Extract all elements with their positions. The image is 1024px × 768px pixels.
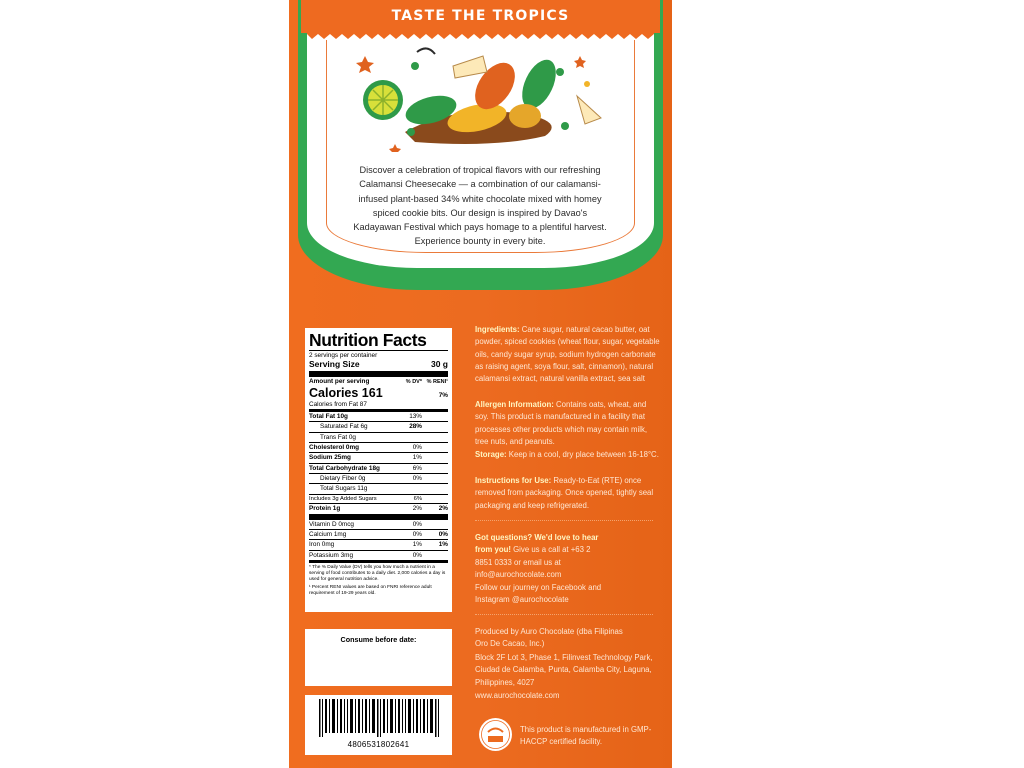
social-follow: Follow our journey on Facebook and Instagram @aurochocolate — [475, 583, 602, 605]
nutrient-dv: 0% — [412, 520, 422, 528]
nutrition-facts-panel — [305, 328, 452, 612]
nutrient-label: Total Fat 10g — [309, 412, 348, 420]
intro-paragraph: Discover a celebration of tropical flavors with our refreshing Calamansi Cheesecake — a combination of our calamansi-infused plant-based 34% white chocolate mixed with homey spiced cookie bits. Our design is inspired by Davao's Kadayawan Festival which pays homage to a plentiful harvest. Experience bounty in every bite. — [353, 165, 607, 247]
reni-header: % RENI¹ — [426, 379, 448, 386]
consume-before-label: Consume before date: — [340, 635, 417, 644]
nutrient-dv: 6% — [412, 464, 422, 472]
servings-per-container: 2 servings per container — [309, 352, 378, 359]
nutrient-reni: 2% — [438, 505, 448, 513]
calories-from-fat: Calories from Fat 87 — [309, 401, 367, 409]
ingredients-section — [475, 324, 661, 385]
nutrient-dv: 28% — [409, 423, 422, 431]
ingredients-heading: Ingredients: — [475, 325, 520, 334]
website-link[interactable]: www.aurochocolate.com — [475, 691, 560, 700]
instructions-heading: Instructions for Use: — [475, 476, 552, 485]
instructions-section — [475, 475, 661, 512]
tropical-fruits-illustration — [355, 44, 607, 152]
nutrient-dv: 0% — [412, 475, 422, 482]
page-title: TASTE THE TROPICS — [391, 8, 570, 24]
nutrient-label: Potassium 3mg — [309, 551, 354, 559]
nutrient-label: Saturated Fat 6g — [320, 423, 368, 431]
amount-per-serving-label: Amount per serving — [309, 378, 370, 386]
serving-size-label: Serving Size — [309, 359, 360, 370]
nutrient-dv: 1% — [412, 454, 422, 462]
producer-address: Block 2F Lot 3, Phase 1, Filinvest Technology Park, Ciudad de Calamba, Punta, Calamba City, Laguna, Philippines, 4027 — [475, 653, 653, 687]
barcode-icon — [319, 699, 439, 737]
storage-section — [475, 449, 661, 461]
nutrient-label: Cholesterol 0mg — [309, 443, 360, 451]
nutrition-title: Nutrition Facts — [309, 330, 427, 350]
nutrient-dv: 6% — [413, 495, 422, 502]
ingredients-text: Cane sugar, natural cacao butter, oat powder, spiced cookies (wheat flour, sugar, vegetable oils, candy sugar syrup, sodium hydrogen carbonate as raising agent, soya flour, salt, cinnamon), natural calamansi extract, natural vanilla extract, sea salt — [475, 325, 660, 384]
allergen-section — [475, 399, 661, 448]
nutrient-dv: 2% — [412, 505, 422, 513]
nutrient-label: Dietary Fiber 0g — [320, 475, 366, 482]
calories-label: Calories 161 — [309, 386, 383, 401]
nutrient-reni: 0% — [438, 531, 448, 539]
halal-logo-icon — [478, 717, 513, 752]
allergen-text: Contains oats, wheat, and soy. This product is manufactured in a facility that processes other products which may contain milk, tree nuts, and peanuts. — [475, 400, 648, 446]
contact-text: Give us a call at +63 2 8851 0333 or email us at info@aurochocolate.com — [475, 545, 591, 579]
dv-header: % DV* — [405, 379, 422, 386]
daily-value-footnote: * The % Daily Value (DV) tells you how much a nutrient in a serving of food contributes to a daily diet. 2,000 calories a day is used for general nutrition advice. — [309, 565, 446, 583]
nutrient-label: Sodium 25mg — [309, 454, 351, 462]
chocolate-package-back — [289, 0, 672, 768]
nutrient-label: Protein 1g — [309, 505, 341, 513]
nutrient-dv: 0% — [412, 531, 422, 539]
nutrient-label: Iron 0mg — [309, 541, 335, 549]
nutrient-dv: 1% — [412, 541, 422, 549]
nutrient-label: Includes 3g Added Sugars — [309, 495, 377, 502]
contact-heading: Got questions? We'd love to hear from you! — [475, 533, 599, 555]
zigzag-border — [307, 32, 654, 40]
serving-size-value: 30 g — [430, 359, 448, 370]
consume-before-box — [305, 629, 452, 686]
certification-note: This product is manufactured in GMP-HACCP certified facility. — [520, 725, 652, 746]
allergen-heading: Allergen Information: — [475, 400, 554, 409]
storage-text: Keep in a cool, dry place between 16-18°C. — [506, 450, 659, 459]
nutrient-dv: 0% — [412, 551, 422, 559]
contact-section — [475, 532, 603, 581]
instructions-text: Ready-to-Eat (RTE) once removed from packaging. Once opened, tightly seal packaging and keep refrigerated. — [475, 476, 654, 510]
nutrient-dv: 13% — [409, 412, 422, 420]
nutrient-label: Trans Fat 0g — [320, 433, 356, 441]
producer-name: Produced by Auro Chocolate (dba Filipinas Oro De Cacao, Inc.) — [475, 627, 623, 649]
calories-reni: 7% — [438, 392, 448, 400]
nutrient-dv: 0% — [412, 443, 422, 451]
dotted-divider — [475, 520, 653, 521]
nutrient-label: Calcium 1mg — [309, 531, 347, 539]
dotted-divider — [475, 614, 653, 615]
barcode-number: 4806531802641 — [347, 740, 410, 749]
storage-heading: Storage: — [475, 450, 507, 459]
reni-footnote: ¹ Percent RENI values are based on FNRI reference adult requirement of 19-29 years old. — [309, 585, 432, 597]
barcode-box — [305, 695, 452, 755]
nutrient-label: Vitamin D 0mcg — [309, 520, 354, 528]
nutrient-label: Total Carbohydrate 18g — [309, 464, 380, 472]
nutrient-label: Total Sugars 11g — [320, 485, 368, 493]
nutrient-reni: 1% — [438, 541, 448, 549]
